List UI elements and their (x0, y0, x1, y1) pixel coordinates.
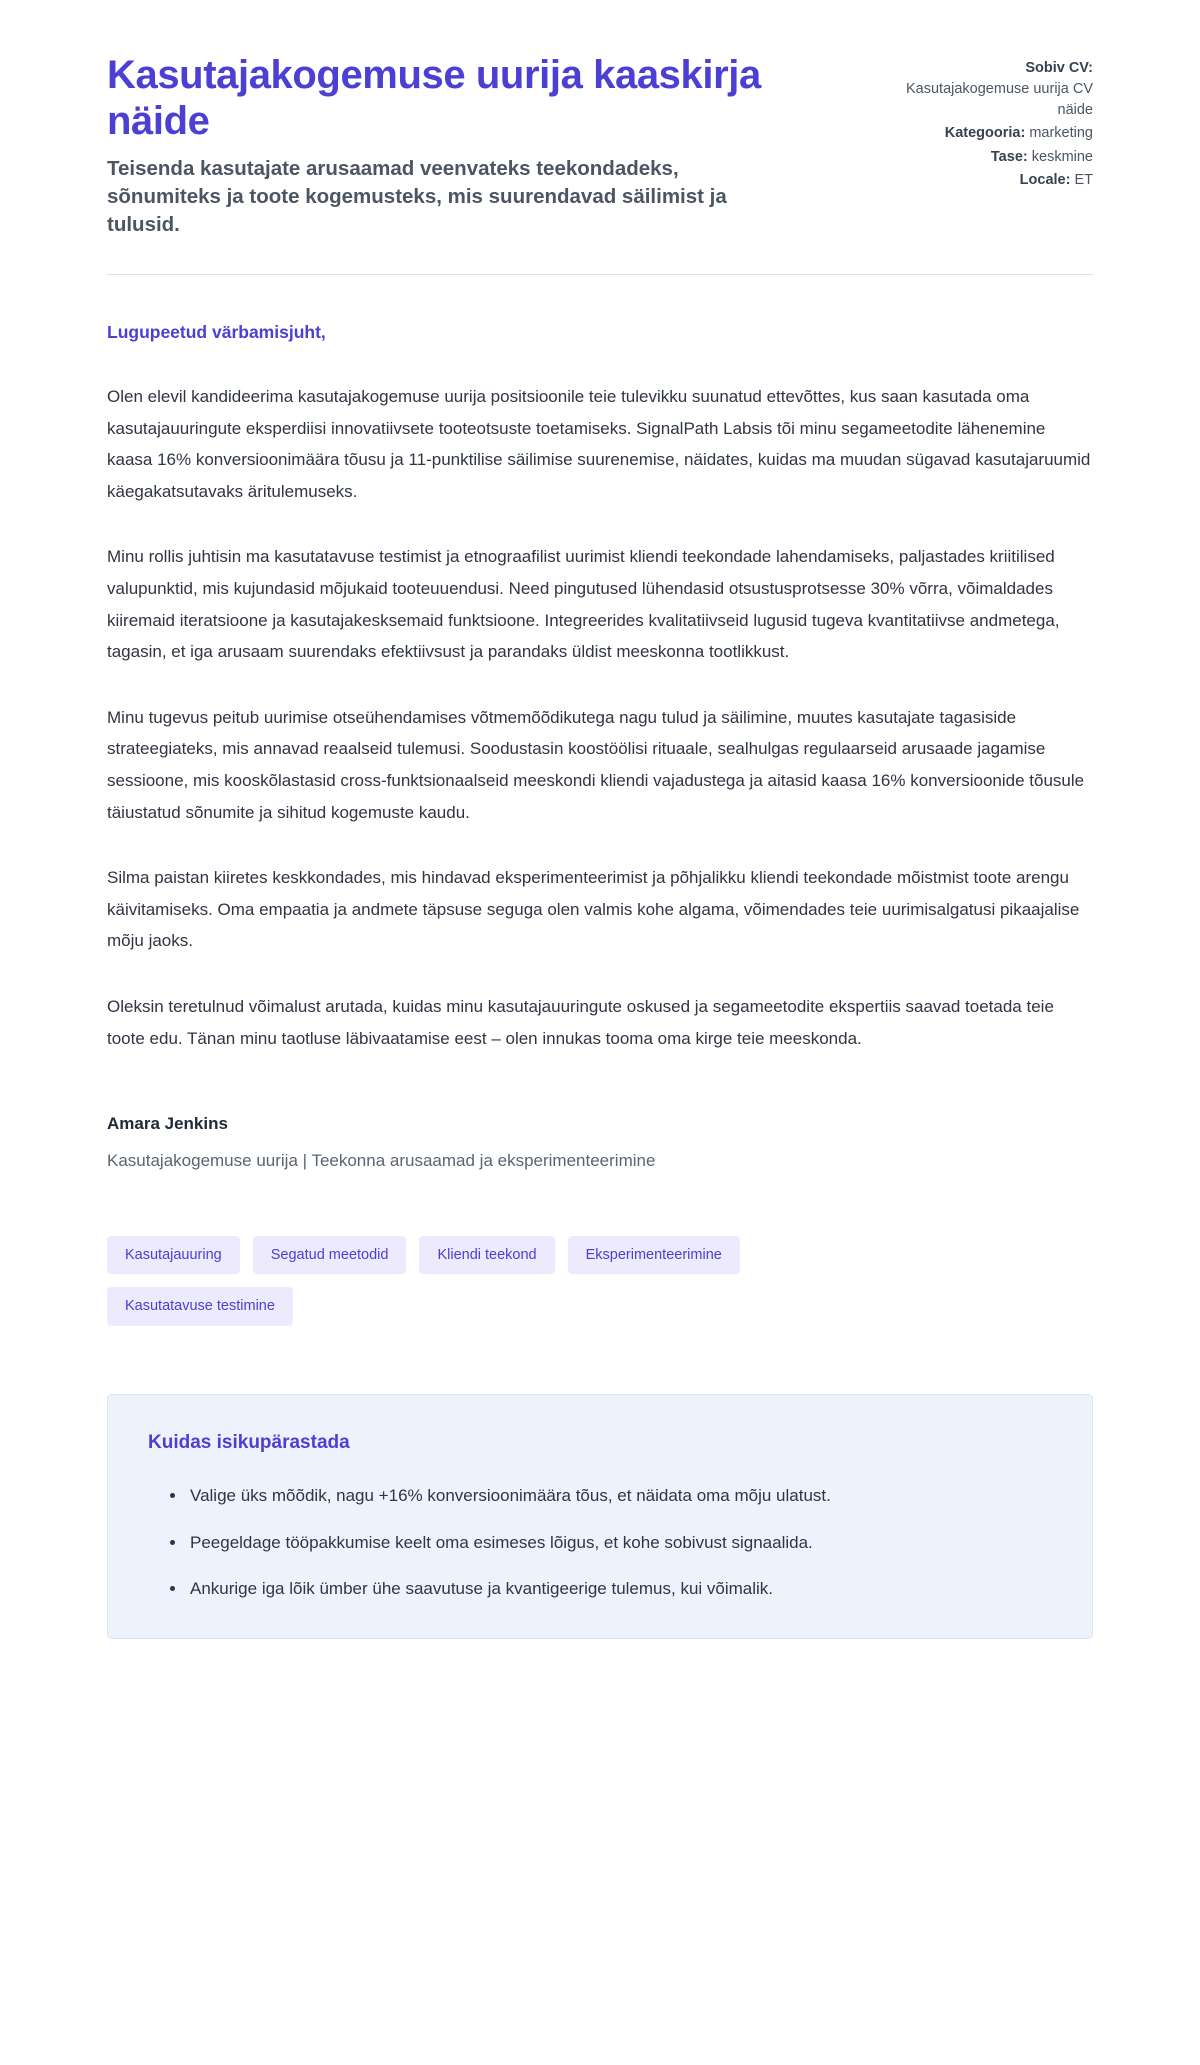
page-subtitle: Teisenda kasutajate arusaamad veenvateks teekondadeks, sõnumiteks ja toote kogemusteks, mis suurendavad säilimist ja tulusid. (107, 156, 727, 236)
callout-tip-list (148, 1481, 1052, 1604)
metadata-label-matching-cv: Sobiv CV: (1025, 60, 1093, 76)
letter-paragraph-5: Oleksin teretulnud võimalust arutada, kuidas minu kasutajauuringute oskused ja segameetodite ekspertiis saavad toetada teie toote edu. Tänan minu taotluse läbivaatamise eest – olen innukas tooma oma kirge teie meeskonda. (107, 997, 1054, 1048)
signature-block (107, 1112, 1093, 1173)
signature-role: Kasutajakogemuse uurija | Teekonna arusaamad ja eksperimenteerimine (107, 1151, 656, 1171)
personalization-callout (107, 1394, 1093, 1639)
document-header (107, 52, 1093, 238)
metadata-row-matching-cv (903, 58, 1093, 121)
metadata-row-level (903, 147, 1093, 168)
metadata-value-locale: ET (1074, 171, 1093, 188)
letter-paragraph-3: Minu tugevus peitub uurimise otseühendamises võtmemõõdikutega nagu tulud ja säilimine, muutes kasutajate tagasiside strateegiateks, mis annavad reaalseid tulemusi. Soodustasin koostöölisi rituaale, sealhulgas regulaarseid arusaade jagamise sessioone, mis kooskõlastasid cross-funktsionaalseid meeskondi kliendi vajadustega ja aitasid kaasa 16% konversioonide tõusule täiustatud sõnumite ja sihitud kogemuste kaudu. (107, 707, 1085, 822)
metadata-label-locale: Locale: (1019, 171, 1071, 188)
tag-chip[interactable]: Segatud meetodid (253, 1236, 407, 1275)
metadata-label-level: Tase: (990, 148, 1028, 165)
metadata-value-category: marketing (1029, 125, 1093, 142)
callout-tip-item: Peegeldage tööpakkumise keelt oma esimeses lõigus, et kohe sobivust signaalida. (170, 1528, 1052, 1558)
document-metadata (903, 52, 1093, 193)
callout-tip-item: Valige üks mõõdik, nagu +16% konversioonimäära tõus, et näidata oma mõju ulatust. (170, 1481, 1052, 1511)
letter-paragraph-1: Olen elevil kandideerima kasutajakogemuse uurija positsioonile teie tulevikku suunatud ettevõttes, kus saan kasutada oma kasutajauuringute eksperdiisi innovatiivsete tooteotsuste toetamiseks. SignalPath Labsis tõi minu segameetodite lähenemine kaasa 16% konversioonimäära tõusu ja 11-punktilise säilimise suurenemise, näidates, kuidas ma muudan sügavad kasutajaruumid käegakatsutavaks äritulemuseks. (107, 386, 1091, 501)
metadata-value-level: keskmine (1031, 148, 1093, 165)
metadata-row-category (903, 123, 1093, 144)
callout-title: Kuidas isikupärastada (148, 1431, 350, 1453)
tag-chip[interactable]: Eksperimenteerimine (568, 1236, 740, 1275)
metadata-row-locale (903, 170, 1093, 191)
page-title: Kasutajakogemuse uurija kaaskirja näide (107, 53, 761, 144)
letter-paragraph-2: Minu rollis juhtisin ma kasutatavuse testimist ja etnograafilist uurimist kliendi teekondade lahendamiseks, paljastades kriitilised valupunktid, mis kujundasid mõjukaid tooteuuendusi. Need pingutused lühendasid otsustusprotsesse 30% võrra, võimaldades kiiremaid iteratsioone ja kasutajakesksemaid funktsioone. Integreerides kvalitatiivseid lugusid tugeva kvantitatiivse andmetega, tagasin, et iga arusaam suurendaks efektiivsust ja parandaks üldist meeskonna tootlikkust. (107, 547, 1060, 662)
cover-letter-body (107, 275, 1093, 1173)
metadata-label-category: Kategooria: (944, 125, 1026, 142)
tag-list (107, 1236, 897, 1326)
tag-chip[interactable]: Kasutajauuring (107, 1236, 240, 1275)
signature-name: Amara Jenkins (107, 1114, 228, 1134)
header-title-block (107, 52, 873, 238)
metadata-value-matching-cv: Kasutajakogemuse uurija CV näide (906, 81, 1093, 119)
callout-tip-item: Ankurige iga lõik ümber ühe saavutuse ja kvantigeerige tulemus, kui võimalik. (170, 1574, 1052, 1604)
salutation: Lugupeetud värbamisjuht, (107, 322, 326, 343)
letter-paragraph-4: Silma paistan kiiretes keskkondades, mis hindavad eksperimenteerimist ja põhjalikku kliendi teekondade mõistmist toote arengu käivitamiseks. Oma empaatia ja andmete täpsuse seguga olen valmis kohe algama, võimendades teie uurimisalgatusi pikaajalise mõju jaoks. (107, 868, 1080, 951)
tag-chip[interactable]: Kliendi teekond (419, 1236, 554, 1275)
tag-chip[interactable]: Kasutatavuse testimine (107, 1287, 293, 1326)
